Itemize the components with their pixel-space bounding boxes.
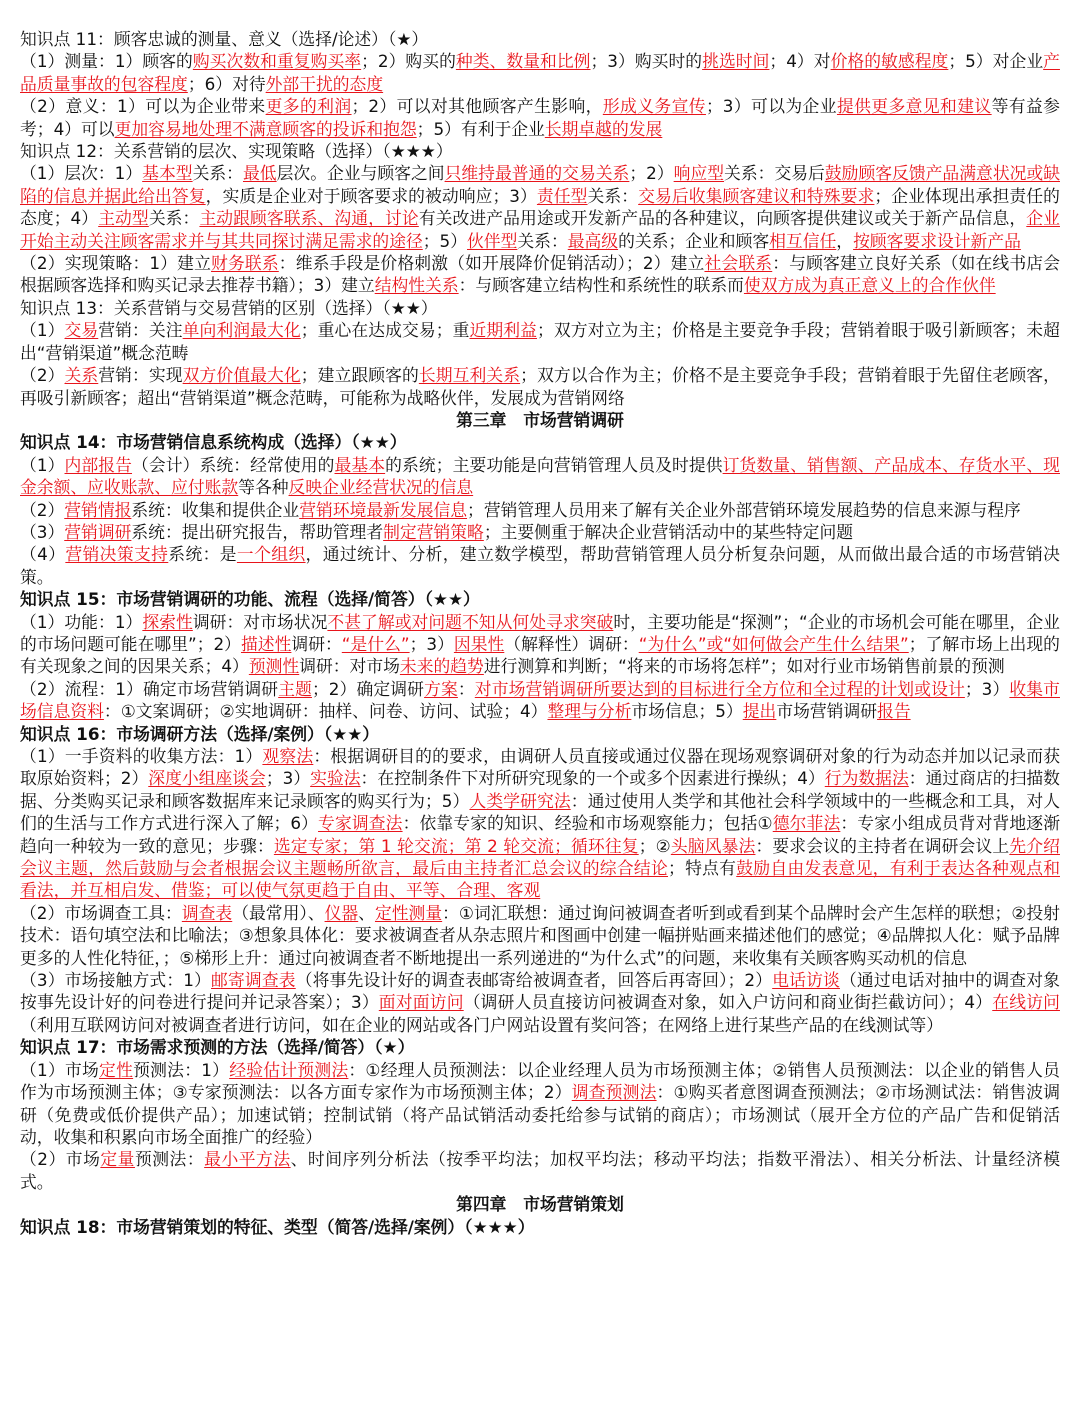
- highlighted-term: 长期卓越的发展: [544, 118, 663, 139]
- body-text: ：: [457, 678, 475, 699]
- body-text: ；建立跟顾客的: [300, 365, 419, 386]
- paragraph: [20, 454, 1060, 499]
- body-text: ；3）: [265, 768, 311, 789]
- highlighted-term: 营销情报: [64, 499, 132, 520]
- section-heading: [20, 431, 1060, 453]
- highlighted-term: 挑选时间: [702, 51, 770, 72]
- highlighted-term: 观察法: [262, 746, 314, 766]
- body-text: （3）市场接触方式：1）: [20, 970, 212, 991]
- highlighted-term: 响应型: [673, 163, 725, 184]
- chapter-title: [20, 409, 1060, 431]
- body-text: ：依靠专家的知识、经验和市场观察能力；包括①: [402, 813, 773, 834]
- body-text: 市场营销调研: [776, 701, 878, 722]
- highlighted-term: 报告: [877, 701, 911, 722]
- body-text: ；重心在达成交易；重: [300, 320, 470, 341]
- section-heading: [20, 1036, 1060, 1058]
- highlighted-term: 内部报告: [64, 454, 133, 475]
- body-text: （2）: [20, 365, 65, 386]
- body-text: 知识点 17：市场需求预测的方法（选择/简答）（★）: [20, 1037, 415, 1058]
- body-text: （1）功能：1）: [20, 611, 143, 632]
- highlighted-term: 深度小组座谈会: [148, 768, 266, 789]
- highlighted-term: 探索性: [142, 611, 193, 632]
- body-text: （1）: [20, 320, 65, 341]
- body-text: （1）市场: [20, 1059, 100, 1080]
- highlighted-term: 鼓励自由发表意见，有利于表达各种观点和看法，并互相启发、借鉴；可以使气氛更趋于自由、平等、合理、客观: [20, 858, 1060, 901]
- highlighted-term: 产品质量事故的包容程度: [20, 51, 1060, 94]
- highlighted-term: 提供更多意见和建议: [836, 96, 992, 117]
- highlighted-term: 一个组织: [236, 544, 306, 565]
- body-text: 营销：关注: [98, 320, 183, 341]
- highlighted-term: 相互信任: [769, 230, 837, 251]
- highlighted-term: 近期利益: [469, 320, 537, 341]
- body-text: （2）: [20, 499, 65, 520]
- body-text: 知识点 18：市场营销策划的特征、类型（简答/选择/案例）（★★★）: [20, 1216, 535, 1237]
- paragraph: [20, 1059, 1060, 1149]
- body-text: 层次。企业与顾客之间: [276, 163, 445, 184]
- highlighted-term: 按顾客要求设计新产品: [853, 230, 1021, 251]
- body-text: 进行测算和判断；“将来的市场将怎样”；如对行业市场销售前景的预测: [483, 656, 1005, 677]
- highlighted-term: 长期互利关系: [418, 365, 521, 386]
- highlighted-term: 最低: [242, 163, 277, 184]
- body-text: 关系：: [192, 163, 243, 184]
- paragraph: [20, 50, 1060, 95]
- paragraph: [20, 499, 1060, 521]
- highlighted-term: 主动型: [98, 208, 149, 229]
- highlighted-term: 整理与分析: [547, 701, 632, 722]
- body-text: ；3）: [964, 678, 1010, 699]
- highlighted-term: 鼓励顾客反馈产品满意状况或缺陷的信息并据此给出答复: [20, 163, 1060, 206]
- body-text: （利用互联网访问对被调查者进行访问，如在企业的网站或各门户网站设置有奖问答；在网络上进行某些产品的在线测试等）: [20, 1014, 943, 1035]
- highlighted-term: 种类、数量和比例: [455, 51, 591, 72]
- highlighted-term: 只维持最普通的交易关系: [444, 163, 630, 184]
- body-text: ；2）确定调研: [312, 678, 425, 699]
- body-text: （通过电话对抽中的调查对象按事先设计好的问卷进行提问并记录答案）；3）: [20, 970, 1060, 1013]
- body-text: ；6）对待: [187, 73, 266, 94]
- highlighted-term: 财务联系: [211, 253, 279, 274]
- highlighted-term: 反映企业经营状况的信息: [288, 477, 474, 498]
- highlighted-term: 责任型: [536, 185, 588, 206]
- body-text: （3）: [20, 521, 65, 542]
- body-text: ，实质是企业对于顾客要求的被动响应；3）: [205, 185, 537, 206]
- highlighted-term: 选定专家；第 1 轮交流；第 2 轮交流；循环往复: [273, 835, 639, 856]
- paragraph: [20, 252, 1060, 297]
- paragraph: [20, 297, 1060, 319]
- highlighted-term: 交易后收集顾客建议和特殊要求: [638, 185, 875, 206]
- highlighted-term: 最小平方法: [204, 1149, 291, 1170]
- body-text: 的关系；企业和顾客: [618, 230, 770, 251]
- body-text: （最常用）、: [232, 902, 325, 923]
- body-text: 关系：: [517, 230, 568, 251]
- body-text: 知识点 13：关系营销与交易营销的区别（选择）（★★）: [20, 297, 438, 318]
- paragraph: [20, 611, 1060, 678]
- body-text: ：①购买者意图调查预测法；②市场测试法：销售波调研（免费或低价提供产品）；加速试销；控制试销（将产品试销活动委托给参与试销的商店）；市场测试（展开全方位的产品广告和促销活动，收集和积累向市场全面推广的经验）: [20, 1082, 1060, 1147]
- body-text: 的系统；主要功能是向营销管理人员及时提供: [385, 454, 723, 475]
- paragraph: [20, 1148, 1060, 1193]
- highlighted-term: 调查表: [181, 902, 233, 923]
- chapter-title: [20, 1193, 1060, 1215]
- highlighted-term: 预测性: [248, 656, 300, 677]
- paragraph: [20, 521, 1060, 543]
- highlighted-term: 基本型: [142, 163, 193, 184]
- highlighted-term: 实验法: [310, 768, 361, 789]
- highlighted-term: “是什么”: [341, 633, 410, 654]
- body-text: 、: [358, 902, 375, 923]
- highlighted-term: 社会联系: [704, 253, 773, 274]
- body-text: ；营销管理人员用来了解有关企业外部营销环境发展趋势的信息来源与程序: [467, 499, 1021, 520]
- highlighted-term: 经验估计预测法: [229, 1059, 349, 1080]
- paragraph: [20, 543, 1060, 588]
- highlighted-term: 收集市场信息资料: [20, 678, 1060, 722]
- body-text: ；2）: [629, 163, 674, 184]
- paragraph: [20, 140, 1060, 162]
- highlighted-term: 最基本: [334, 454, 386, 475]
- highlighted-term: 订货数量、销售额、产品成本、存货水平、现金余额、应收账款、应付账款: [20, 454, 1060, 498]
- highlighted-term: 双方价值最大化: [182, 365, 301, 386]
- body-text: （将事先设计好的调查表邮寄给被调查者，回答后再寄回）；2）: [295, 970, 773, 991]
- body-text: 等有益参考；4）可以: [20, 96, 1060, 139]
- highlighted-term: 使双方成为真正意义上的合作伙伴: [743, 275, 996, 296]
- paragraph: [20, 28, 1060, 50]
- highlighted-term: 调查预测法: [571, 1082, 657, 1103]
- section-heading: [20, 1216, 1060, 1238]
- body-text: ：与顾客建立结构性和系统性的联系而: [458, 275, 744, 296]
- paragraph: [20, 364, 1060, 409]
- body-text: ；双方对立为主；价格是主要竞争手段；营销着眼于吸引新顾客；未超出“营销渠道”概念范畴: [20, 320, 1060, 363]
- highlighted-term: 更加容易地处理不满意顾客的投诉和抱怨: [114, 118, 417, 139]
- highlighted-term: 面对面访问: [378, 992, 464, 1013]
- body-text: ：①文案调研；②实地调研：抽样、问卷、访问、试验；4）: [103, 701, 548, 722]
- body-text: 预测法：: [134, 1149, 205, 1170]
- highlighted-term: 邮寄调查表: [211, 970, 296, 991]
- body-text: （1）层次：1）: [20, 163, 143, 184]
- highlighted-term: 伙伴型: [467, 230, 518, 251]
- highlighted-term: 电话访谈: [772, 970, 840, 991]
- highlighted-term: 描述性: [240, 633, 292, 654]
- body-text: ；3）: [409, 633, 454, 654]
- section-heading: [20, 588, 1060, 610]
- body-text: ：专家小组成员背对背地逐渐趋向一种较为一致的意见；步骤：: [20, 813, 1060, 856]
- paragraph: [20, 745, 1060, 902]
- highlighted-term: “为什么”或“如何做会产生什么结果”: [638, 633, 909, 654]
- body-text: （4）: [20, 544, 66, 565]
- body-text: 市场信息；5）: [631, 701, 743, 722]
- body-text: ：维系手段是价格刺激（如开展降价促销活动）；2）建立: [278, 253, 705, 274]
- highlighted-term: 形成义务宣传: [602, 96, 706, 117]
- body-text: （2）市场调查工具：: [20, 902, 182, 923]
- body-text: 知识点 14：市场营销信息系统构成（选择）（★★）: [20, 432, 407, 453]
- body-text: （2）流程：1）确定市场营销调研: [20, 678, 279, 699]
- body-text: ：要求会议的主持者在调研会议上: [755, 835, 1010, 856]
- highlighted-term: 交易: [64, 320, 99, 341]
- highlighted-term: 专家调查法: [318, 813, 403, 834]
- highlighted-term: 营销环境最新发展信息: [299, 499, 468, 520]
- highlighted-term: 德尔菲法: [772, 813, 841, 834]
- body-text: ；双方以合作为主；价格不是主要竞争手段；营销着眼于先留住老顾客，再吸引新顾客；超出“营销渠道”概念范畴，可能称为战略伙伴，发展成为营销网络: [20, 365, 1060, 408]
- paragraph: [20, 678, 1060, 723]
- body-text: 知识点 15：市场营销调研的功能、流程（选择/简答）（★★）: [20, 589, 480, 610]
- highlighted-term: 方案: [424, 678, 458, 699]
- body-text: 第三章 市场营销调研: [456, 409, 624, 430]
- body-text: 关系：: [587, 185, 639, 206]
- highlighted-term: 营销调研: [64, 521, 132, 542]
- highlighted-term: 主题: [278, 678, 312, 699]
- body-text: 、时间序列分析法（按季平均法；加权平均法；移动平均法；指数平滑法）、相关分析法、计量经济模式。: [20, 1149, 1060, 1192]
- body-text: ，通过统计、分析，建立数学模型，帮助营销管理人员分析复杂问题，从而做出最合适的市场营销决策。: [20, 544, 1060, 587]
- highlighted-term: 仪器: [324, 902, 359, 923]
- body-text: ；3）可以为企业: [705, 96, 837, 117]
- highlighted-term: 外部干扰的态度: [265, 73, 384, 94]
- body-text: （会计）系统：经常使用的: [132, 454, 335, 475]
- body-text: ：与顾客建立良好关系（如在线书店会根据顾客选择和购买记录去推荐书籍）；3）建立: [20, 253, 1060, 296]
- body-text: 调研：对市场状况: [192, 611, 328, 632]
- highlighted-term: 制定营销策略: [383, 521, 484, 542]
- body-text: 调研：: [291, 633, 342, 654]
- highlighted-term: 未来的趋势: [399, 656, 484, 677]
- body-text: （1）一手资料的收集方法：1）: [20, 746, 263, 766]
- body-text: 系统：收集和提供企业: [131, 499, 300, 520]
- body-text: ：通过商店的扫描数据、分类购买记录和顾客数据库来记录顾客的购买行为；5）: [20, 768, 1060, 811]
- body-text: ：①经理人员预测法：以企业经理人员为市场预测主体；②销售人员预测法：以企业的销售人员作为市场预测主体；③专家预测法：以各方面专家作为市场预测主体；2）: [20, 1059, 1060, 1103]
- body-text: ：在控制条件下对所研究现象的一个或多个因素进行操纵；4）: [360, 768, 825, 789]
- body-text: ；②: [638, 835, 671, 856]
- body-text: ；主要侧重于解决企业营销活动中的某些特定问题: [483, 521, 854, 542]
- highlighted-term: 企业开始主动关注顾客需求并与其共同探讨满足需求的途径: [20, 208, 1060, 251]
- highlighted-term: 价格的敏感程度: [830, 51, 949, 72]
- paragraph: [20, 162, 1060, 252]
- highlighted-term: 结构性关系: [374, 275, 459, 296]
- section-heading: [20, 723, 1060, 745]
- body-text: ；5）有利于企业: [416, 118, 545, 139]
- body-text: 知识点 16：市场调研方法（选择/案例）（★★）: [20, 723, 380, 744]
- body-text: ；了解市场上出现的有关现象之间的因果关系；4）: [20, 633, 1060, 677]
- highlighted-term: 定性: [99, 1059, 134, 1080]
- body-text: 系统：提出研究报告，帮助管理者: [131, 521, 384, 542]
- body-text: （2）意义：1）可以为企业带来: [20, 96, 266, 117]
- highlighted-term: 更多的利润: [265, 96, 352, 117]
- body-text: 知识点 12：关系营销的层次、实现策略（选择）（★★★）: [20, 141, 453, 162]
- paragraph: [20, 319, 1060, 364]
- body-text: （1）: [20, 454, 65, 475]
- paragraph: [20, 902, 1060, 969]
- highlighted-term: 提出: [742, 701, 777, 722]
- body-text: ；3）购买时的: [590, 51, 703, 72]
- body-text: ：根据调研目的的要求，由调研人员直接或通过仪器在现场观察调研对象的行为动态并加以记录而获取原始资料；2）: [20, 746, 1060, 789]
- body-text: ；2）可以对其他顾客产生影响，: [351, 96, 603, 117]
- body-text: （调研人员直接访问被调查对象，如入户访问和商业街拦截访问）；4）: [463, 992, 993, 1013]
- body-text: 第四章 市场营销策划: [456, 1194, 624, 1215]
- body-text: 营销：实现: [98, 365, 183, 386]
- body-text: ；企业体现出承担责任的态度；4）: [20, 185, 1060, 229]
- paragraph: [20, 95, 1060, 140]
- body-text: （2）实现策略：1）建立: [20, 253, 212, 274]
- highlighted-term: 定性测量: [374, 902, 443, 923]
- body-text: ；4）对: [769, 51, 831, 72]
- body-text: ；5）: [422, 230, 468, 251]
- highlighted-term: 不甚了解或对问题不知从何处寻求突破: [327, 611, 614, 632]
- highlighted-term: 主动跟顾客联系、沟通，讨论: [199, 208, 419, 229]
- highlighted-term: 单向利润最大化: [182, 320, 301, 341]
- highlighted-term: 购买次数和重复购买率: [192, 51, 362, 72]
- highlighted-term: 营销决策支持: [65, 544, 169, 565]
- body-text: （1）测量：1）顾客的: [20, 51, 193, 72]
- paragraph: [20, 969, 1060, 1036]
- body-text: ；特点有: [668, 858, 737, 879]
- body-text: 时，主要功能是“探测”；“企业的市场机会可能在哪里，企业的市场问题可能在哪里”；2）: [20, 611, 1060, 654]
- body-text: 有关改进产品用途或开发新产品的各种建议，向顾客提供建议或关于新产品信息，: [418, 208, 1027, 229]
- body-text: 预测法：1）: [133, 1059, 230, 1080]
- highlighted-term: 在线访问: [992, 992, 1060, 1013]
- highlighted-term: 对市场营销调研所要达到的目标进行全方位和全过程的计划或设计: [474, 678, 965, 699]
- body-text: （解释性）调研：: [504, 633, 639, 654]
- body-text: ：通过使用人类学和其他社会科学领域中的一些概念和工具，对人们的生活与工作方式进行深入了解；6）: [20, 790, 1060, 834]
- highlighted-term: 头脑风暴法: [670, 835, 756, 856]
- body-text: 关系：交易后: [724, 163, 825, 184]
- body-text: ；5）对企业: [948, 51, 1044, 72]
- body-text: 关系：: [148, 208, 200, 229]
- body-text: ：①词汇联想：通过询问被调查者听到或看到某个品牌时会产生怎样的联想；②投射技术：语句填空法和比喻法；③想象具体化：要求被调查者从杂志照片和图画中创建一幅拼贴画来描述他们的感觉；④品牌拟人化：赋予品牌更多的人性化特征，；⑤梯形上升：通过向被调查者不断地提出一系列递进的“为什么式”的问题，来收集有关顾客购买动机的信息: [20, 902, 1060, 968]
- body-text: （2）市场: [20, 1149, 101, 1170]
- highlighted-term: 先介绍会议主题，然后鼓励与会者根据会议主题畅所欲言，最后由主持者汇总会议的综合结论: [20, 835, 1060, 879]
- highlighted-term: 最高级: [567, 230, 619, 251]
- highlighted-term: 定量: [100, 1149, 135, 1170]
- highlighted-term: 行为数据法: [824, 768, 909, 789]
- highlighted-term: 人类学研究法: [469, 790, 571, 811]
- body-text: 知识点 11：顾客忠诚的测量、意义（选择/论述）（★）: [20, 29, 429, 49]
- highlighted-term: 关系: [64, 365, 99, 386]
- body-text: 调研：对市场: [299, 656, 400, 677]
- body-text: ，: [836, 230, 854, 251]
- body-text: 系统：是: [168, 544, 237, 565]
- body-text: ；2）购买的: [361, 51, 456, 72]
- highlighted-term: 因果性: [453, 633, 505, 654]
- body-text: 等各种: [238, 477, 289, 498]
